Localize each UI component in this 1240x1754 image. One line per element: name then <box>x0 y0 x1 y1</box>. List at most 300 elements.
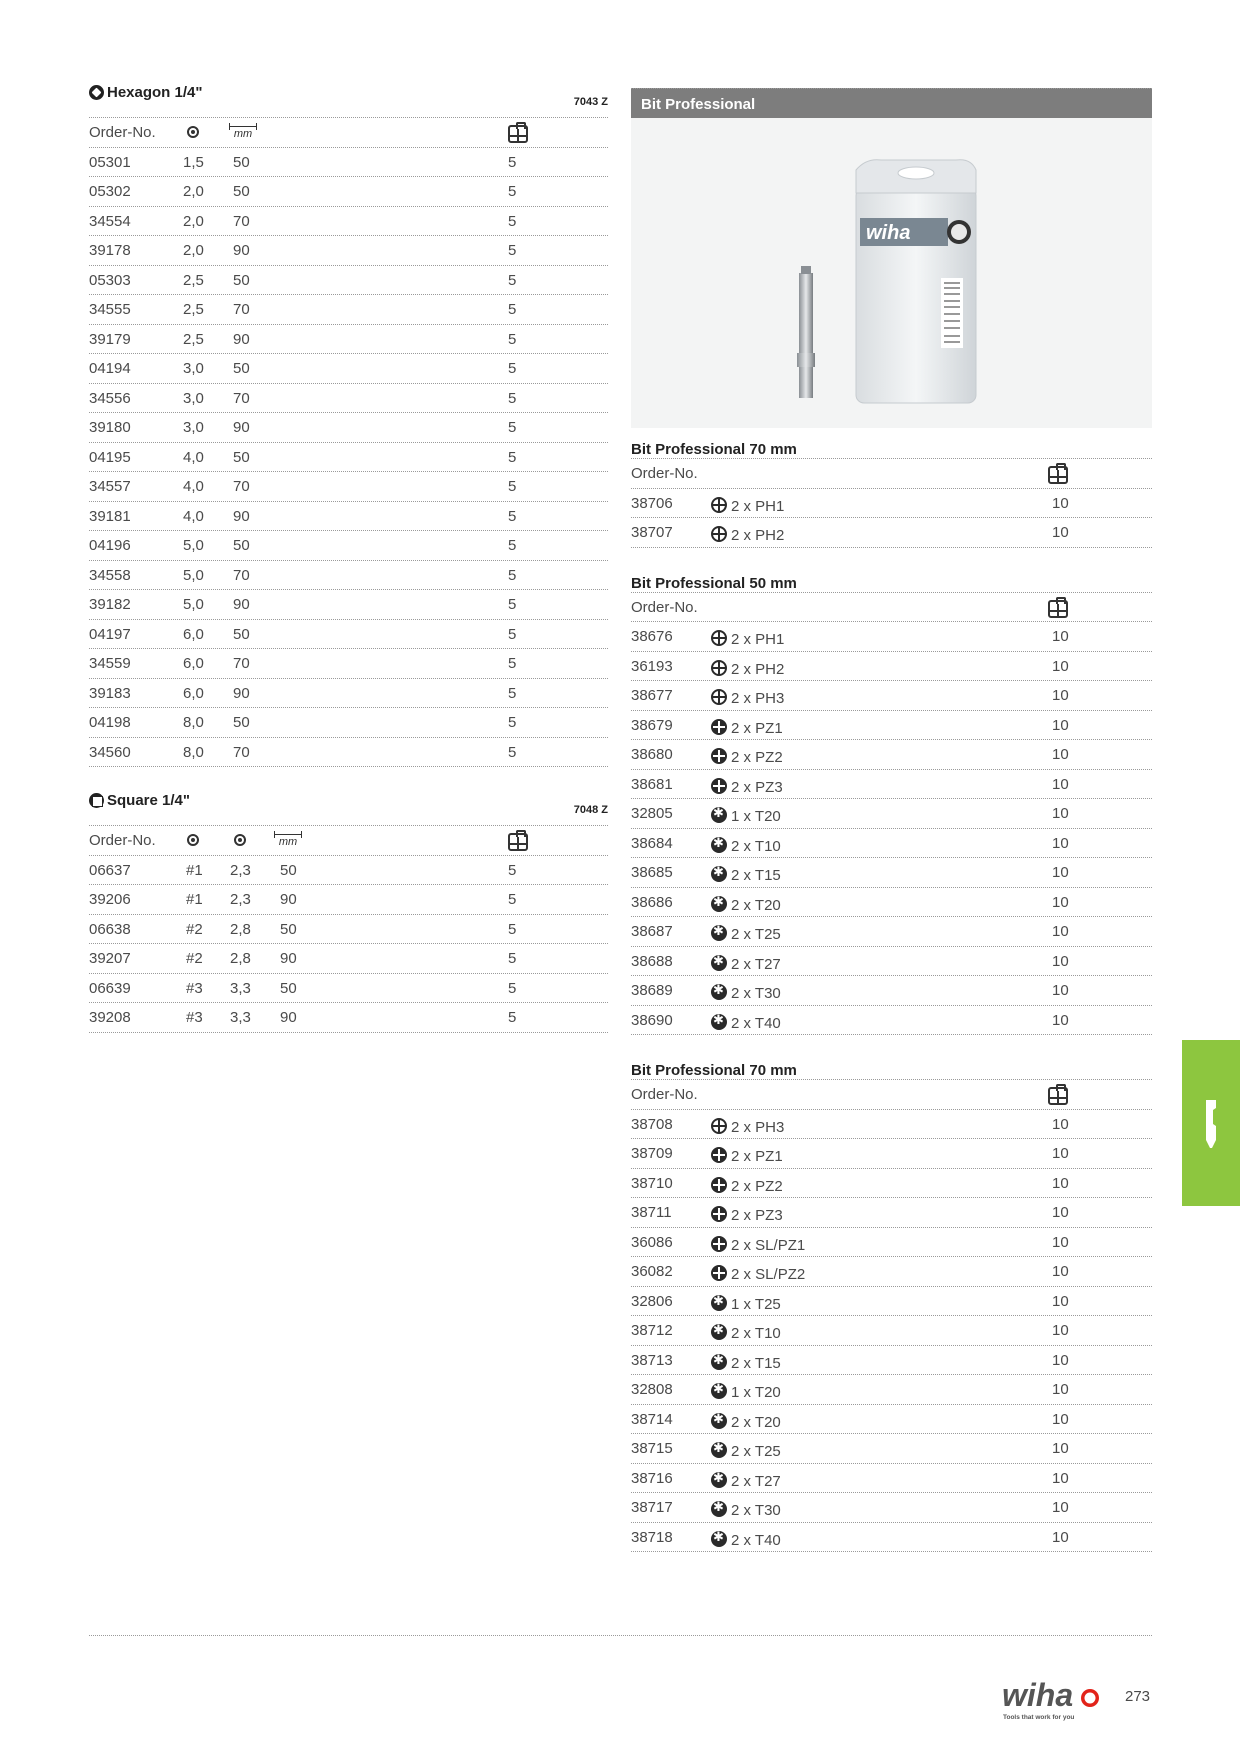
table-cell: 2,5 <box>183 301 204 318</box>
table-cell: Order-No. <box>631 465 698 482</box>
table-cell: 10 <box>1052 775 1069 793</box>
table-cell: 50 <box>233 448 250 466</box>
table-cell: 5 <box>508 1009 517 1026</box>
table-cell: 8,0 <box>183 743 204 761</box>
pack-box-icon <box>1048 465 1068 487</box>
torx-icon <box>711 807 727 823</box>
table-cell: 50 <box>233 153 250 171</box>
table-row <box>631 1287 1152 1317</box>
table-cell: 39178 <box>89 242 131 259</box>
table-cell: 50 <box>233 537 250 554</box>
table-cell: 5 <box>508 389 517 407</box>
svg-text:Tools that work for you: Tools that work for you <box>1003 1714 1075 1721</box>
table-row <box>89 266 608 296</box>
table-row <box>89 177 608 207</box>
table-row <box>631 1434 1152 1464</box>
table-cell: 50 <box>233 625 250 643</box>
table-cell: 5 <box>508 153 517 171</box>
bit-description: 2 x PZ3 <box>711 1204 783 1224</box>
table-cell: 32806 <box>631 1292 673 1310</box>
table-cell: 5 <box>508 950 517 967</box>
table-cell: 38688 <box>631 952 673 970</box>
pack-box-icon <box>1048 599 1068 621</box>
table-row <box>89 649 608 679</box>
table-cell: Order-No. <box>631 598 698 616</box>
table-cell: 5 <box>508 714 517 731</box>
table-row <box>631 1464 1152 1494</box>
table-cell: 2,3 <box>230 891 251 908</box>
table-cell: 06638 <box>89 920 131 938</box>
table-cell: 5 <box>508 625 517 643</box>
bit-description: 2 x PZ3 <box>711 776 783 796</box>
table-cell: 3,0 <box>183 419 204 436</box>
table-row <box>631 1405 1152 1435</box>
table-cell: 10 <box>1052 1499 1069 1516</box>
table-cell: 5 <box>508 448 517 466</box>
phillips-icon <box>711 1118 727 1134</box>
table-cell: 5 <box>508 183 517 200</box>
table-cell: 1,5 <box>183 153 204 171</box>
table-cell: 06637 <box>89 861 131 879</box>
table-cell: 34556 <box>89 389 131 407</box>
phillips-icon <box>711 689 727 705</box>
table-cell: 6,0 <box>183 655 204 672</box>
table-cell: 50 <box>280 861 297 879</box>
table-cell: 38712 <box>631 1322 673 1339</box>
table-cell: 36082 <box>631 1263 673 1280</box>
table-cell: 6,0 <box>183 625 204 643</box>
table-cell: 5 <box>508 861 517 879</box>
table-cell: 38717 <box>631 1499 673 1516</box>
table-cell: 38679 <box>631 716 673 734</box>
table-cell: 2,0 <box>183 183 204 200</box>
pack-box-icon <box>1048 1086 1068 1108</box>
pack-box-icon <box>508 124 528 146</box>
table-cell: 06639 <box>89 979 131 997</box>
table-cell: 05301 <box>89 153 131 171</box>
table-cell: 5 <box>508 596 517 613</box>
table-row <box>631 711 1152 741</box>
table-cell: 10 <box>1052 1410 1069 1428</box>
torx-icon <box>711 984 727 1000</box>
table-cell: 50 <box>233 271 250 289</box>
torx-icon <box>711 1472 727 1488</box>
table-cell: 10 <box>1052 893 1069 911</box>
pozidriv-icon <box>711 748 727 764</box>
table-cell: #2 <box>186 950 203 967</box>
square-article-code: 7048 Z <box>573 804 608 816</box>
square-table-body <box>89 856 608 1033</box>
table-cell: 5 <box>508 301 517 318</box>
table-cell: 10 <box>1052 1145 1069 1162</box>
bit-description: ✱ 2 x T15 <box>711 1352 781 1372</box>
table-cell: 10 <box>1052 494 1069 512</box>
table-cell: 5 <box>508 920 517 938</box>
table-cell: 90 <box>280 1009 297 1026</box>
table-cell: 38711 <box>631 1204 672 1221</box>
pozidriv-icon <box>711 1206 727 1222</box>
bit-description: 2 x PZ1 <box>711 717 783 737</box>
size-icon <box>187 832 199 849</box>
blade-size-icon <box>187 124 199 141</box>
table-cell: 90 <box>233 330 250 348</box>
table-cell: 5 <box>508 655 517 672</box>
table-cell: 10 <box>1052 864 1069 881</box>
table-cell: 32805 <box>631 805 673 822</box>
table-cell: 90 <box>233 419 250 436</box>
table-cell: 10 <box>1052 1292 1069 1310</box>
table-cell: Order-No. <box>631 1086 698 1103</box>
torx-icon <box>711 1442 727 1458</box>
table-cell: 05302 <box>89 183 131 200</box>
table-cell: 34555 <box>89 301 131 318</box>
table-row <box>89 679 608 709</box>
table-row <box>89 384 608 414</box>
table-cell: 39180 <box>89 419 131 436</box>
bit-description: 2 x PZ1 <box>711 1145 783 1165</box>
table-cell: 90 <box>233 684 250 702</box>
table-row <box>631 1110 1152 1140</box>
table-cell: 2,8 <box>230 920 251 938</box>
table-cell: 50 <box>233 714 250 731</box>
table-row <box>89 738 608 768</box>
table-cell: 10 <box>1052 1174 1069 1192</box>
table-cell: 38686 <box>631 893 673 911</box>
table-cell: 38708 <box>631 1115 673 1133</box>
svg-text:wiha: wiha <box>866 222 911 244</box>
table-cell: 10 <box>1052 834 1069 852</box>
table-cell: 5 <box>508 271 517 289</box>
table-cell: 10 <box>1052 805 1069 822</box>
table-cell: 10 <box>1052 1115 1069 1133</box>
bit-description: 2 x PH2 <box>711 524 784 544</box>
torx-icon <box>711 1501 727 1517</box>
table-cell: 38713 <box>631 1351 673 1369</box>
table-cell: 10 <box>1052 952 1069 970</box>
torx-icon <box>711 1324 727 1340</box>
pozidriv-icon <box>711 1265 727 1281</box>
table-cell: 38687 <box>631 923 673 940</box>
table-cell: 5 <box>508 979 517 997</box>
table-cell: 38680 <box>631 746 673 763</box>
table-cell: 5 <box>508 537 517 554</box>
bit-description: ✱ 2 x T25 <box>711 1440 781 1460</box>
bit-professional-sections <box>631 428 1152 1552</box>
table-cell: 04197 <box>89 625 131 643</box>
table-row <box>89 443 608 473</box>
table-cell: 38681 <box>631 775 673 793</box>
table-row <box>631 917 1152 947</box>
table-row <box>631 1139 1152 1169</box>
table-cell: 3,3 <box>230 1009 251 1026</box>
table-row <box>631 1006 1152 1036</box>
right-column <box>631 88 1152 1552</box>
table-cell: 4,0 <box>183 478 204 495</box>
square-table-header <box>89 826 608 856</box>
table-cell: 5 <box>508 743 517 761</box>
table-cell: #2 <box>186 920 203 938</box>
footer-rule <box>89 1635 1152 1636</box>
table-cell: 90 <box>233 507 250 525</box>
pozidriv-icon <box>711 719 727 735</box>
bit-description: ✱ 1 x T20 <box>711 805 781 825</box>
table-row <box>89 472 608 502</box>
hexagon-article-code: 7043 Z <box>573 96 608 108</box>
torx-icon <box>711 955 727 971</box>
torx-icon <box>711 925 727 941</box>
table-cell: 3,3 <box>230 979 251 997</box>
table-row <box>631 518 1152 548</box>
table-cell: 38689 <box>631 982 673 999</box>
table-row <box>89 354 608 384</box>
table-row <box>89 413 608 443</box>
table-cell: 4,0 <box>183 507 204 525</box>
table-cell: 90 <box>280 891 297 908</box>
table-cell: 5 <box>508 478 517 495</box>
pozidriv-icon <box>711 1177 727 1193</box>
table-cell: 2,5 <box>183 330 204 348</box>
table-cell: 04194 <box>89 360 131 377</box>
pozidriv-icon <box>711 778 727 794</box>
table-cell: 10 <box>1052 746 1069 763</box>
table-cell: 10 <box>1052 1528 1069 1546</box>
left-column <box>89 78 608 1033</box>
wiha-logo <box>1002 1678 1102 1722</box>
table-cell: 90 <box>280 950 297 967</box>
table-row <box>89 148 608 178</box>
table-cell: 70 <box>233 655 250 672</box>
table-row <box>631 858 1152 888</box>
torx-icon <box>711 837 727 853</box>
table-cell: 39208 <box>89 1009 131 1026</box>
table-row <box>89 295 608 325</box>
torx-icon <box>711 1531 727 1547</box>
table-row <box>631 1198 1152 1228</box>
table-row <box>89 236 608 266</box>
table-cell: 50 <box>280 920 297 938</box>
bit-box-illustration <box>631 118 1152 428</box>
table-row <box>89 885 608 915</box>
phillips-icon <box>711 526 727 542</box>
table-row <box>631 652 1152 682</box>
table-cell: 38677 <box>631 687 673 704</box>
table-cell: 10 <box>1052 1011 1069 1029</box>
table-cell: 38718 <box>631 1528 673 1546</box>
table-cell: 10 <box>1052 1263 1069 1280</box>
table-cell: 05303 <box>89 271 131 289</box>
table-row <box>89 974 608 1004</box>
table-header <box>631 593 1152 623</box>
table-cell: 04195 <box>89 448 131 466</box>
table-cell: 70 <box>233 566 250 584</box>
table-header <box>631 1080 1152 1110</box>
torx-icon <box>711 1295 727 1311</box>
svg-text:wiha: wiha <box>1002 1678 1074 1713</box>
table-row <box>631 799 1152 829</box>
table-row <box>631 740 1152 770</box>
table-cell: 70 <box>233 301 250 318</box>
table-cell: 34554 <box>89 212 131 230</box>
order-no-header: Order-No. <box>89 124 156 141</box>
table-cell: 10 <box>1052 1381 1069 1398</box>
hexagon-section-title: Hexagon 1/4" <box>89 84 202 101</box>
table-cell: 5,0 <box>183 566 204 584</box>
square-section-header <box>89 786 608 826</box>
table-cell: #1 <box>186 891 203 908</box>
table-row <box>89 1003 608 1033</box>
table-cell: 39181 <box>89 507 131 525</box>
hexagon-section-header <box>89 78 608 118</box>
square-icon <box>89 793 104 808</box>
table-cell: 5 <box>508 684 517 702</box>
table-row <box>631 489 1152 519</box>
torx-icon <box>711 1354 727 1370</box>
table-cell: #1 <box>186 861 203 879</box>
table-cell: 39207 <box>89 950 131 967</box>
table-cell: 5 <box>508 330 517 348</box>
table-row <box>89 944 608 974</box>
table-cell: 36193 <box>631 657 673 675</box>
hexagon-icon <box>89 85 104 100</box>
table-cell: 10 <box>1052 1351 1069 1369</box>
table-row <box>631 1523 1152 1553</box>
phillips-icon <box>711 497 727 513</box>
bit-description: 2 x PH2 <box>711 658 784 678</box>
product-photo <box>631 118 1152 428</box>
table-cell: 4,0 <box>183 448 204 466</box>
bit-professional-banner: Bit Professional <box>631 88 1152 118</box>
bit-description: ✱ 1 x T20 <box>711 1381 781 1401</box>
bit-description: ✱ 2 x T20 <box>711 1411 781 1431</box>
torx-icon <box>711 896 727 912</box>
table-cell: 10 <box>1052 687 1069 704</box>
length-mm-icon: mm <box>229 124 257 141</box>
bit-description: ✱ 2 x T20 <box>711 894 781 914</box>
table-cell: 38690 <box>631 1011 673 1029</box>
table-cell: 38676 <box>631 628 673 645</box>
table-cell: 10 <box>1052 982 1069 999</box>
bit-description: ✱ 1 x T25 <box>711 1293 781 1313</box>
category-tab <box>1182 1040 1240 1206</box>
hexagon-table-body <box>89 148 608 768</box>
torx-icon <box>711 1413 727 1429</box>
table-cell: 32808 <box>631 1381 673 1398</box>
bit-description: ✱ 2 x T30 <box>711 1499 781 1519</box>
table-cell: 2,3 <box>230 861 251 879</box>
length-mm-icon: mm <box>274 832 302 849</box>
table-cell: 10 <box>1052 1322 1069 1339</box>
table-row <box>631 976 1152 1006</box>
table-cell: 38710 <box>631 1174 673 1192</box>
bit-description: ✱ 2 x T10 <box>711 835 781 855</box>
table-row <box>89 207 608 237</box>
table-cell: 5 <box>508 507 517 525</box>
order-no-header: Order-No. <box>89 832 156 849</box>
table-cell: 04198 <box>89 714 131 731</box>
table-row <box>89 590 608 620</box>
torx-icon <box>711 1383 727 1399</box>
table-cell: 34558 <box>89 566 131 584</box>
phillips-icon <box>711 630 727 646</box>
table-row <box>631 947 1152 977</box>
table-cell: 5 <box>508 891 517 908</box>
page-number: 273 <box>1125 1688 1151 1705</box>
table-cell: 2,0 <box>183 212 204 230</box>
table-cell: 39206 <box>89 891 131 908</box>
bit-description: ✱ 2 x T25 <box>711 923 781 943</box>
table-cell: 70 <box>233 212 250 230</box>
table-row <box>631 1375 1152 1405</box>
table-cell: 04196 <box>89 537 131 554</box>
phillips-icon <box>711 660 727 676</box>
bit-description: 2 x PH1 <box>711 495 784 515</box>
section-title: Bit Professional 70 mm <box>631 1049 1152 1080</box>
hexagon-table-header <box>89 118 608 148</box>
bit-description: ✱ 2 x T27 <box>711 1470 781 1490</box>
table-cell: 8,0 <box>183 714 204 731</box>
table-row <box>89 531 608 561</box>
table-cell: 34560 <box>89 743 131 761</box>
table-cell: 38706 <box>631 494 673 512</box>
table-cell: 5 <box>508 242 517 259</box>
table-cell: 10 <box>1052 923 1069 940</box>
table-header <box>631 459 1152 489</box>
table-cell: 34557 <box>89 478 131 495</box>
bit-description: ✱ 2 x T40 <box>711 1529 781 1549</box>
table-cell: 6,0 <box>183 684 204 702</box>
bit-description: ✱ 2 x T15 <box>711 864 781 884</box>
table-row <box>631 681 1152 711</box>
torx-icon <box>711 1014 727 1030</box>
bit-description: 2 x SL/PZ1 <box>711 1234 805 1254</box>
bit-description: 2 x PZ2 <box>711 1175 783 1195</box>
table-row <box>631 829 1152 859</box>
table-cell: 2,5 <box>183 271 204 289</box>
table-cell: 10 <box>1052 657 1069 675</box>
table-cell: 38685 <box>631 864 673 881</box>
table-cell: 50 <box>280 979 297 997</box>
table-cell: 39183 <box>89 684 131 702</box>
pack-box-icon <box>508 832 528 854</box>
table-row <box>631 1493 1152 1523</box>
table-row <box>631 1257 1152 1287</box>
table-cell: 50 <box>233 183 250 200</box>
table-cell: 39182 <box>89 596 131 613</box>
table-cell: 10 <box>1052 1204 1069 1221</box>
pozidriv-icon <box>711 1236 727 1252</box>
table-cell: 5,0 <box>183 596 204 613</box>
table-cell: #3 <box>186 1009 203 1026</box>
table-cell: 10 <box>1052 1440 1069 1457</box>
table-row <box>631 1228 1152 1258</box>
table-row <box>631 770 1152 800</box>
bit-description: ✱ 2 x T10 <box>711 1322 781 1342</box>
bit-description: 2 x PH3 <box>711 687 784 707</box>
torx-icon <box>711 866 727 882</box>
table-cell: 38707 <box>631 524 673 541</box>
table-cell: 10 <box>1052 1469 1069 1487</box>
table-cell: 38715 <box>631 1440 673 1457</box>
table-cell: 10 <box>1052 1233 1069 1251</box>
bit-description: ✱ 2 x T27 <box>711 953 781 973</box>
bit-description: 2 x PH3 <box>711 1116 784 1136</box>
table-cell: 39179 <box>89 330 131 348</box>
bit-description: 2 x SL/PZ2 <box>711 1263 805 1283</box>
table-row <box>89 620 608 650</box>
table-cell: 2,0 <box>183 242 204 259</box>
bit-description: 2 x PH1 <box>711 628 784 648</box>
section-title: Bit Professional 70 mm <box>631 428 1152 459</box>
